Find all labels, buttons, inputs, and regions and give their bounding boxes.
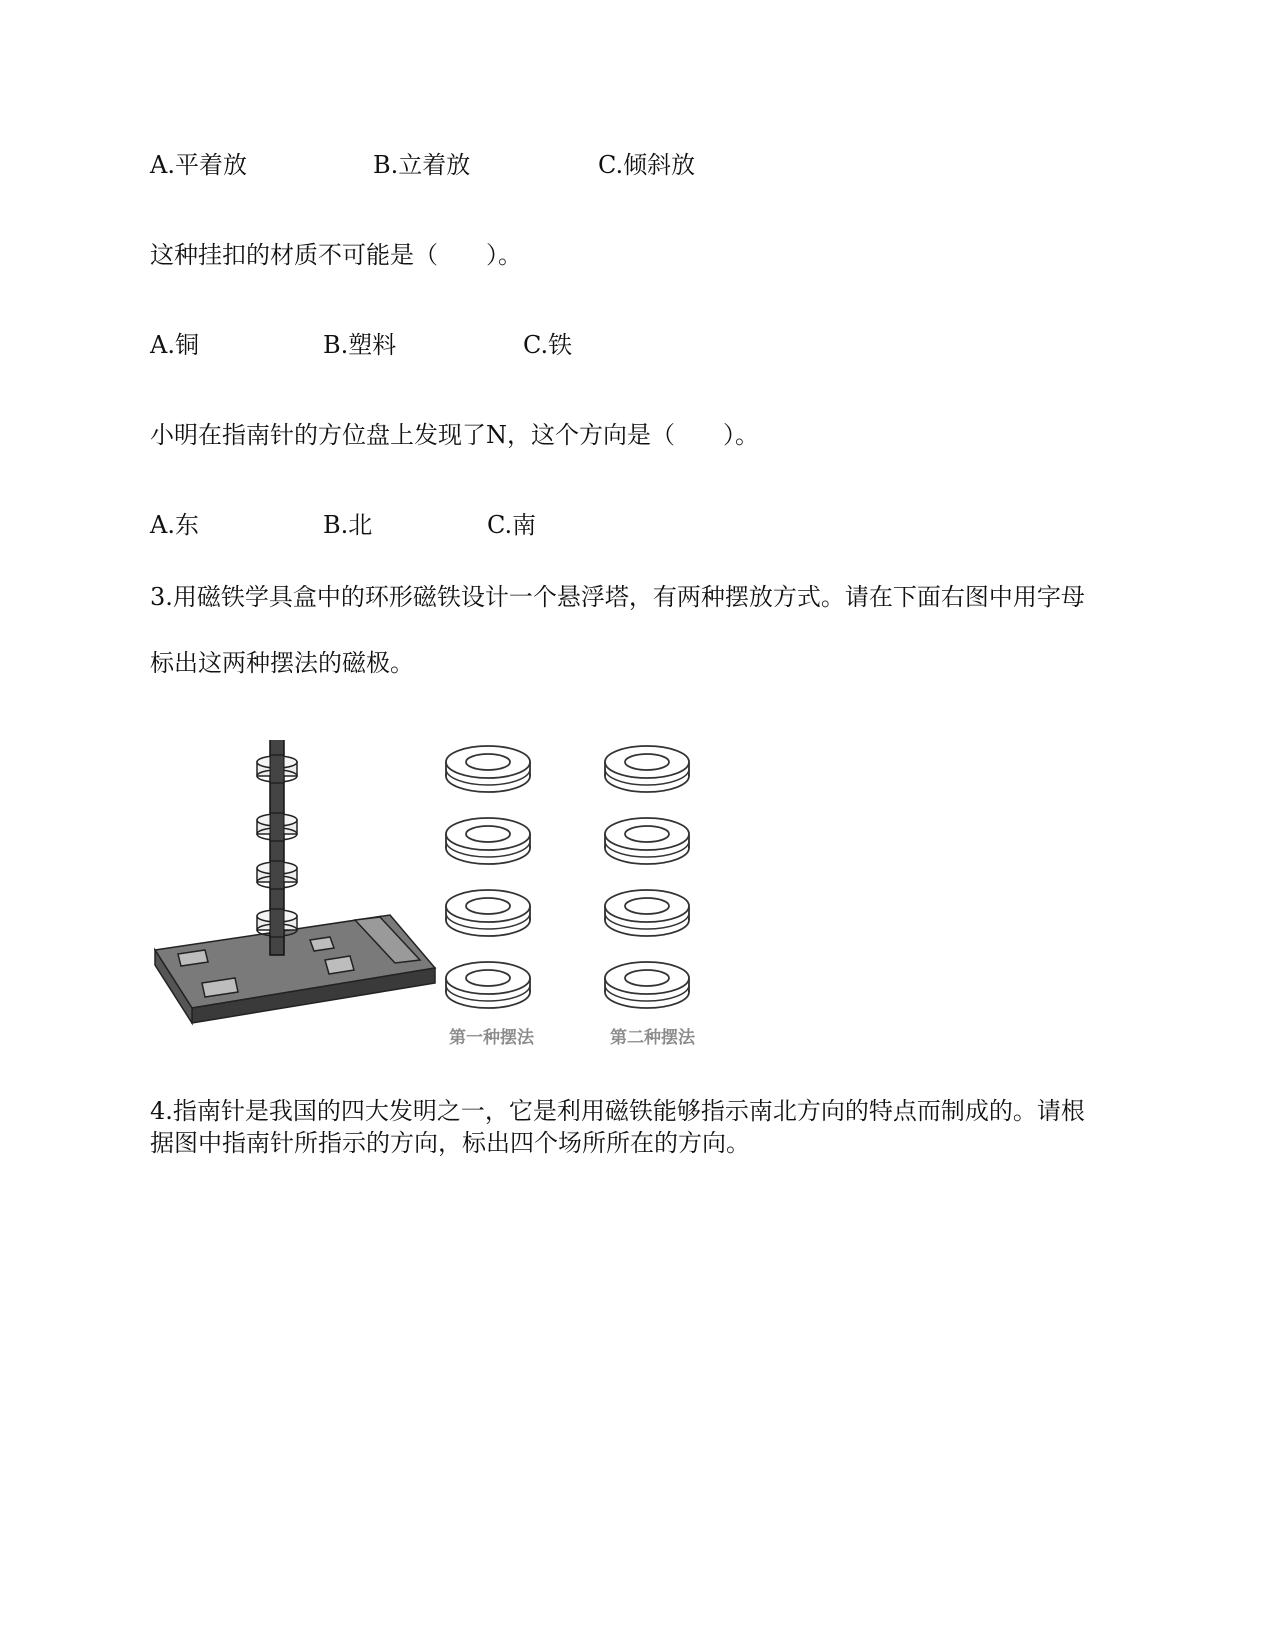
hook-option-a: A.铜	[150, 331, 199, 359]
caption-first-arrangement: 第一种摆法	[449, 1028, 534, 1048]
ring-magnet	[605, 962, 689, 1008]
q4-text-line1: 4.指南针是我国的四大发明之一，它是利用磁铁能够指示南北方向的特点而制成的。请根	[150, 1097, 1085, 1125]
ring-magnet	[446, 818, 530, 864]
option-b-stand-up: B.立着放	[373, 151, 471, 179]
option-a-lay-flat: A.平着放	[150, 151, 247, 179]
ring-magnet	[605, 746, 689, 792]
magnet-tower-figure	[150, 740, 740, 1060]
q3-text-line1: 3.用磁铁学具盒中的环形磁铁设计一个悬浮塔，有两种摆放方式。请在下面右图中用字母	[150, 583, 1085, 611]
ring-magnet	[605, 818, 689, 864]
ring-magnet	[605, 890, 689, 936]
ring-magnet	[446, 962, 530, 1008]
option-c-tilted: C.倾斜放	[598, 151, 696, 179]
ring-magnet	[446, 746, 530, 792]
compass-question-stem: 小明在指南针的方位盘上发现了N，这个方向是（ ）。	[150, 421, 759, 449]
caption-second-arrangement: 第二种摆法	[610, 1028, 695, 1048]
tower-base-board	[155, 915, 435, 1023]
hook-option-c: C.铁	[523, 331, 573, 359]
q4-text-line2: 据图中指南针所指示的方向，标出四个场所所在的方向。	[150, 1129, 750, 1157]
compass-option-c: C.南	[487, 511, 537, 539]
hook-question-stem: 这种挂扣的材质不可能是（ ）。	[150, 241, 522, 269]
compass-option-b: B.北	[323, 511, 373, 539]
ring-magnet	[446, 890, 530, 936]
compass-option-a: A.东	[150, 511, 199, 539]
ring-stack-second	[605, 746, 689, 1008]
hook-option-b: B.塑料	[323, 331, 397, 359]
q3-text-line2: 标出这两种摆法的磁极。	[150, 649, 414, 677]
ring-stack-first	[446, 746, 530, 1008]
